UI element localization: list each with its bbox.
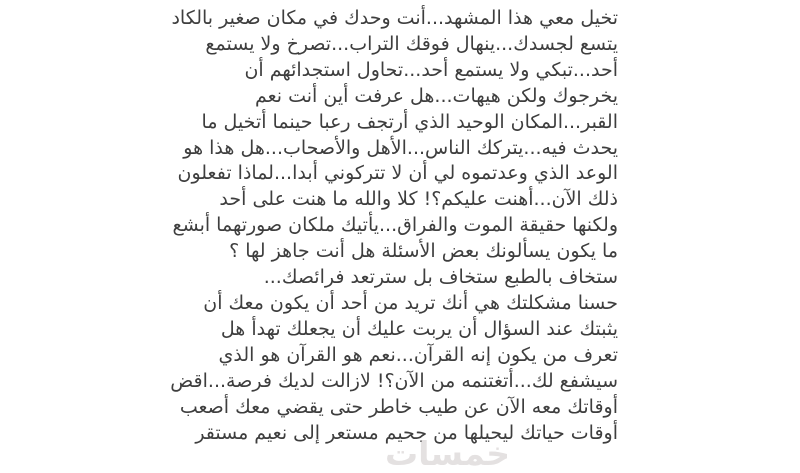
text-line: تعرف من يكون إنه القرآن...نعم هو القرآن هو الذي xyxy=(218,343,618,366)
khamsat-watermark: خمسات xyxy=(385,434,511,473)
text-line: ستخاف بالطبع ستخاف بل سترتعد فرائصك... xyxy=(263,266,618,289)
text-line: القبر...المكان الوحيد الذي أرتجف رعبا حينما أتخيل ما xyxy=(201,110,618,133)
text-line: تخيل معي هذا المشهد...أنت وحدك في مكان صغير بالكاد xyxy=(171,7,618,29)
text-line: أحد...تبكي ولا يستمع أحد...تحاول استجدائهم أن xyxy=(244,58,618,81)
text-line: أوقاتك معه الآن عن طيب خاطر حتى يقضي معك أصعب xyxy=(179,395,618,418)
text-line: يتسع لجسدك...ينهال فوقك التراب...تصرخ ولا يستمع xyxy=(205,32,618,55)
text-line: سيشفع لك...أتغتنمه من الآن؟! لازالت لديك فرصة...اقض xyxy=(170,369,618,392)
text-line: أوقات حياتك ليحيلها من جحيم مستعر إلى نعيم مستقر xyxy=(195,421,618,444)
text-line: حسنا مشكلتك هي أنك تريد من أحد أن يكون معك أن xyxy=(203,291,618,314)
text-line: يحدث فيه...يتركك الناس...الأهل والأصحاب...هل هذا هو xyxy=(183,136,618,159)
text-line: يثبتك عند السؤال أن يربت عليك أن يجعلك تهدأ هل xyxy=(220,317,618,340)
text-line: الوعد الذي وعدتموه لي أن لا تتركوني أبدا...لماذا تفعلون xyxy=(177,162,618,185)
text-line: ما يكون يسألونك بعض الأسئلة هل أنت جاهز لها ؟ xyxy=(229,240,618,263)
text-line: ذلك الآن...أهنت عليكم؟! كلا والله ما هنت على أحد xyxy=(219,188,618,211)
text-line: ولكنها حقيقة الموت والفراق...يأتيك ملكان صورتهما أبشع xyxy=(172,214,618,237)
arabic-text-block xyxy=(170,6,618,446)
text-line: يخرجوك ولكن هيهات...هل عرفت أين أنت نعم xyxy=(254,84,618,107)
